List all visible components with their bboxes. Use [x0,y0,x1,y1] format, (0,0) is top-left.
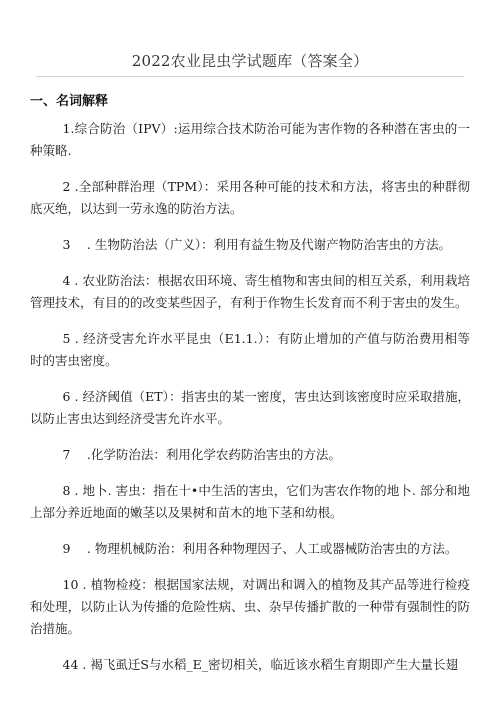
list-item: 4 . 农业防治法：根据农田环境、寄生植物和害虫间的相互关系，利用栽培管理技术，有目的的改变某些因子，有利于作物生长发育而不利于害虫的发生。 [30,273,470,310]
list-item: 9 . 物理机械防治：利用各种物理因子、人工或器械防治害虫的方法。 [62,541,458,556]
list-item: 1.综合防治（IPV）:运用综合技术防治可能为害作物的各种潜在害虫的一种策略. [30,121,470,158]
list-item: 6 . 经济阈值（ET）：指害虫的某一密度，害虫达到该密度时应采取措施，以防止害虫达到经济受害允许水平。 [30,389,470,426]
definition-list [30,118,470,690]
page-title: 2022农业昆虫学试题库（答案全） [131,52,369,70]
list-item: 8 . 地卜. 害虫：指在十•中生活的害虫，它们为害农作物的地卜. 部分和地上部分养近地面的嫩茎以及果树和苗木的地下茎和幼根。 [30,483,470,520]
list-item: 10 . 植物检疫：根据国家法规，对调出和调入的植物及其产品等进行检疫和处理，以防止认为传播的危险性病、虫、杂早传播扩散的一种带有强制性的防治措施。 [30,577,470,636]
list-item: 7 .化学防治法：利用化学农药防治害虫的方法。 [62,447,341,462]
list-item: 2 .全部种群治理（TPM）：采用各种可能的技术和方法，将害虫的种群彻底灭绝，以达到一劳永逸的防治方法。 [30,179,470,216]
section-heading: 一、名词解释 [30,94,109,109]
title-divider [36,76,464,77]
list-item: 3 . 生物防治法（广义）：利用有益生物及代谢产物防治害虫的方法。 [62,237,452,252]
list-item: 5 . 经济受害允许水平昆虫（E1.1.）：有防止增加的产值与防治费用相等时的害虫密度。 [30,331,470,368]
list-item: 44 . 褐飞虱迁S与水稻_E_密切相关，临近该水稻生育期即产生大量长翅 [62,657,459,672]
